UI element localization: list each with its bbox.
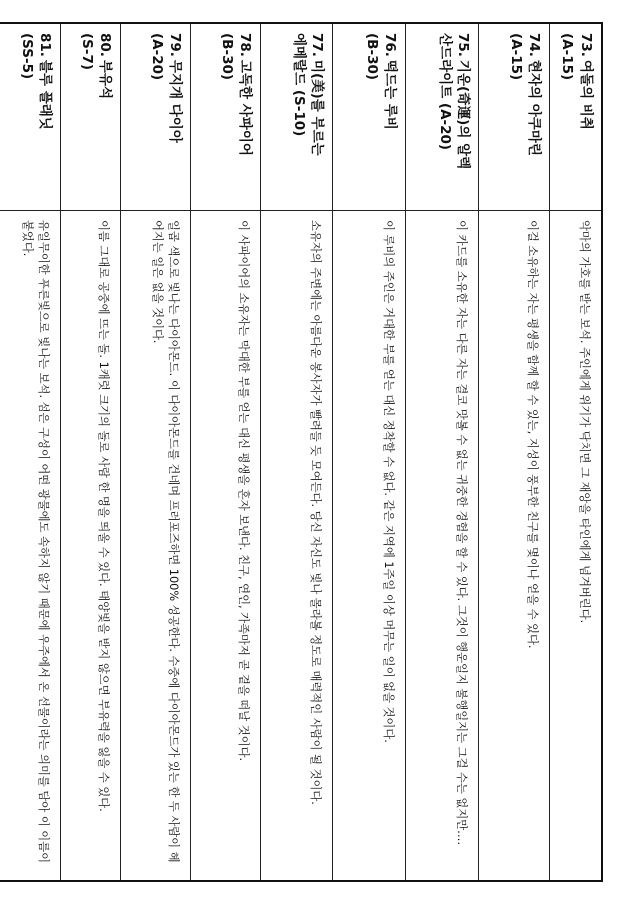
table-row — [61, 23, 121, 881]
card-description: 이 사파이어의 소유자는 막대한 부를 얻는 대신 평생을 혼자 보낸다. 친구, 연인, 가족마저 곧 곁을 떠날 것이다. — [191, 211, 261, 882]
table-row — [0, 23, 61, 881]
card-description: 소유자의 주변에는 아름다운 봉사자가 빨려들 듯 모여든다. 당신 자신도 빛나 몰라볼 정도로 매력적인 사람이 될 것이다. — [261, 211, 333, 882]
card-name-cell: 77.미(美)를 부르는 에메랄드 (S-10) — [261, 23, 333, 211]
card-name-cell: 78.고독한 사파이어 (B-30) — [191, 23, 261, 211]
card-table — [0, 22, 603, 882]
card-name-cell: 75.기운(奇運)의 알렉 산드라이트 (A-20) — [406, 23, 479, 211]
card-name-cell: 76.떡드는 루비 (B-30) — [333, 23, 406, 211]
rotated-page — [19, 22, 603, 882]
card-description: 이 카드를 소유한 자는 다른 자는 결코 맛볼 수 없는 귀중한 경험을 할 수 있다. 그것이 행운일지 불행일지는 그걸 수는 없지만…. — [406, 211, 479, 882]
card-description: 악마의 가호를 받는 보석. 주인에게 위기가 닥치면 그 재앙을 타인에게 넘겨버린다. — [550, 211, 602, 882]
card-description: 이름 그대로 공중에 뜨는 돌. 1캐럿 크기의 돌로 사람 한 명을 띄울 수 있다. 태양빛을 받지 않으면 부유력을 잃을 수 있다. — [61, 211, 121, 882]
card-name-cell: 74.현자의 아쿠마린 (A-15) — [479, 23, 550, 211]
table-row — [333, 23, 406, 881]
card-name-cell: 79.무지개 다이아 (A-20) — [121, 23, 191, 211]
card-description: 이걸 소유하는 자는 평생을 함께 할 수 있는, 지성이 풍부한 친구를 몇이나 얻을 수 있다. — [479, 211, 550, 882]
table-row — [550, 23, 602, 881]
card-name-cell: 80.부유석 (S-7) — [61, 23, 121, 211]
table-row — [479, 23, 550, 881]
table-row — [121, 23, 191, 881]
card-name-cell: 81.블루 플래닛 (SS-5) — [0, 23, 61, 211]
card-name-cell: 73.여돌의 비취 (A-15) — [550, 23, 602, 211]
card-description: 유일무이한 푸른빛으로 빛나는 보석. 섬은 구성이 어떤 광물에도 속하지 않기 때문에 우주에서 온 선물이라는 의미를 담아 이 이름이 붙었다. — [0, 211, 61, 882]
table-row — [191, 23, 261, 881]
card-description: 일곱 색으로 빛나는 다이아몬드. 이 다이아몬드를 건네며 프러포즈하면 100% 성공한다. 수중에 다이아몬드가 있는 한 두 사람이 헤어지는 일은 없을 것이다. — [121, 211, 191, 882]
table-row — [406, 23, 479, 881]
card-description: 이 루비의 주인은 거대한 부를 얻는 대신 정착할 수 없다. 같은 지역에 1주일 이상 머무는 일이 없을 것이다. — [333, 211, 406, 882]
table-row — [261, 23, 333, 881]
